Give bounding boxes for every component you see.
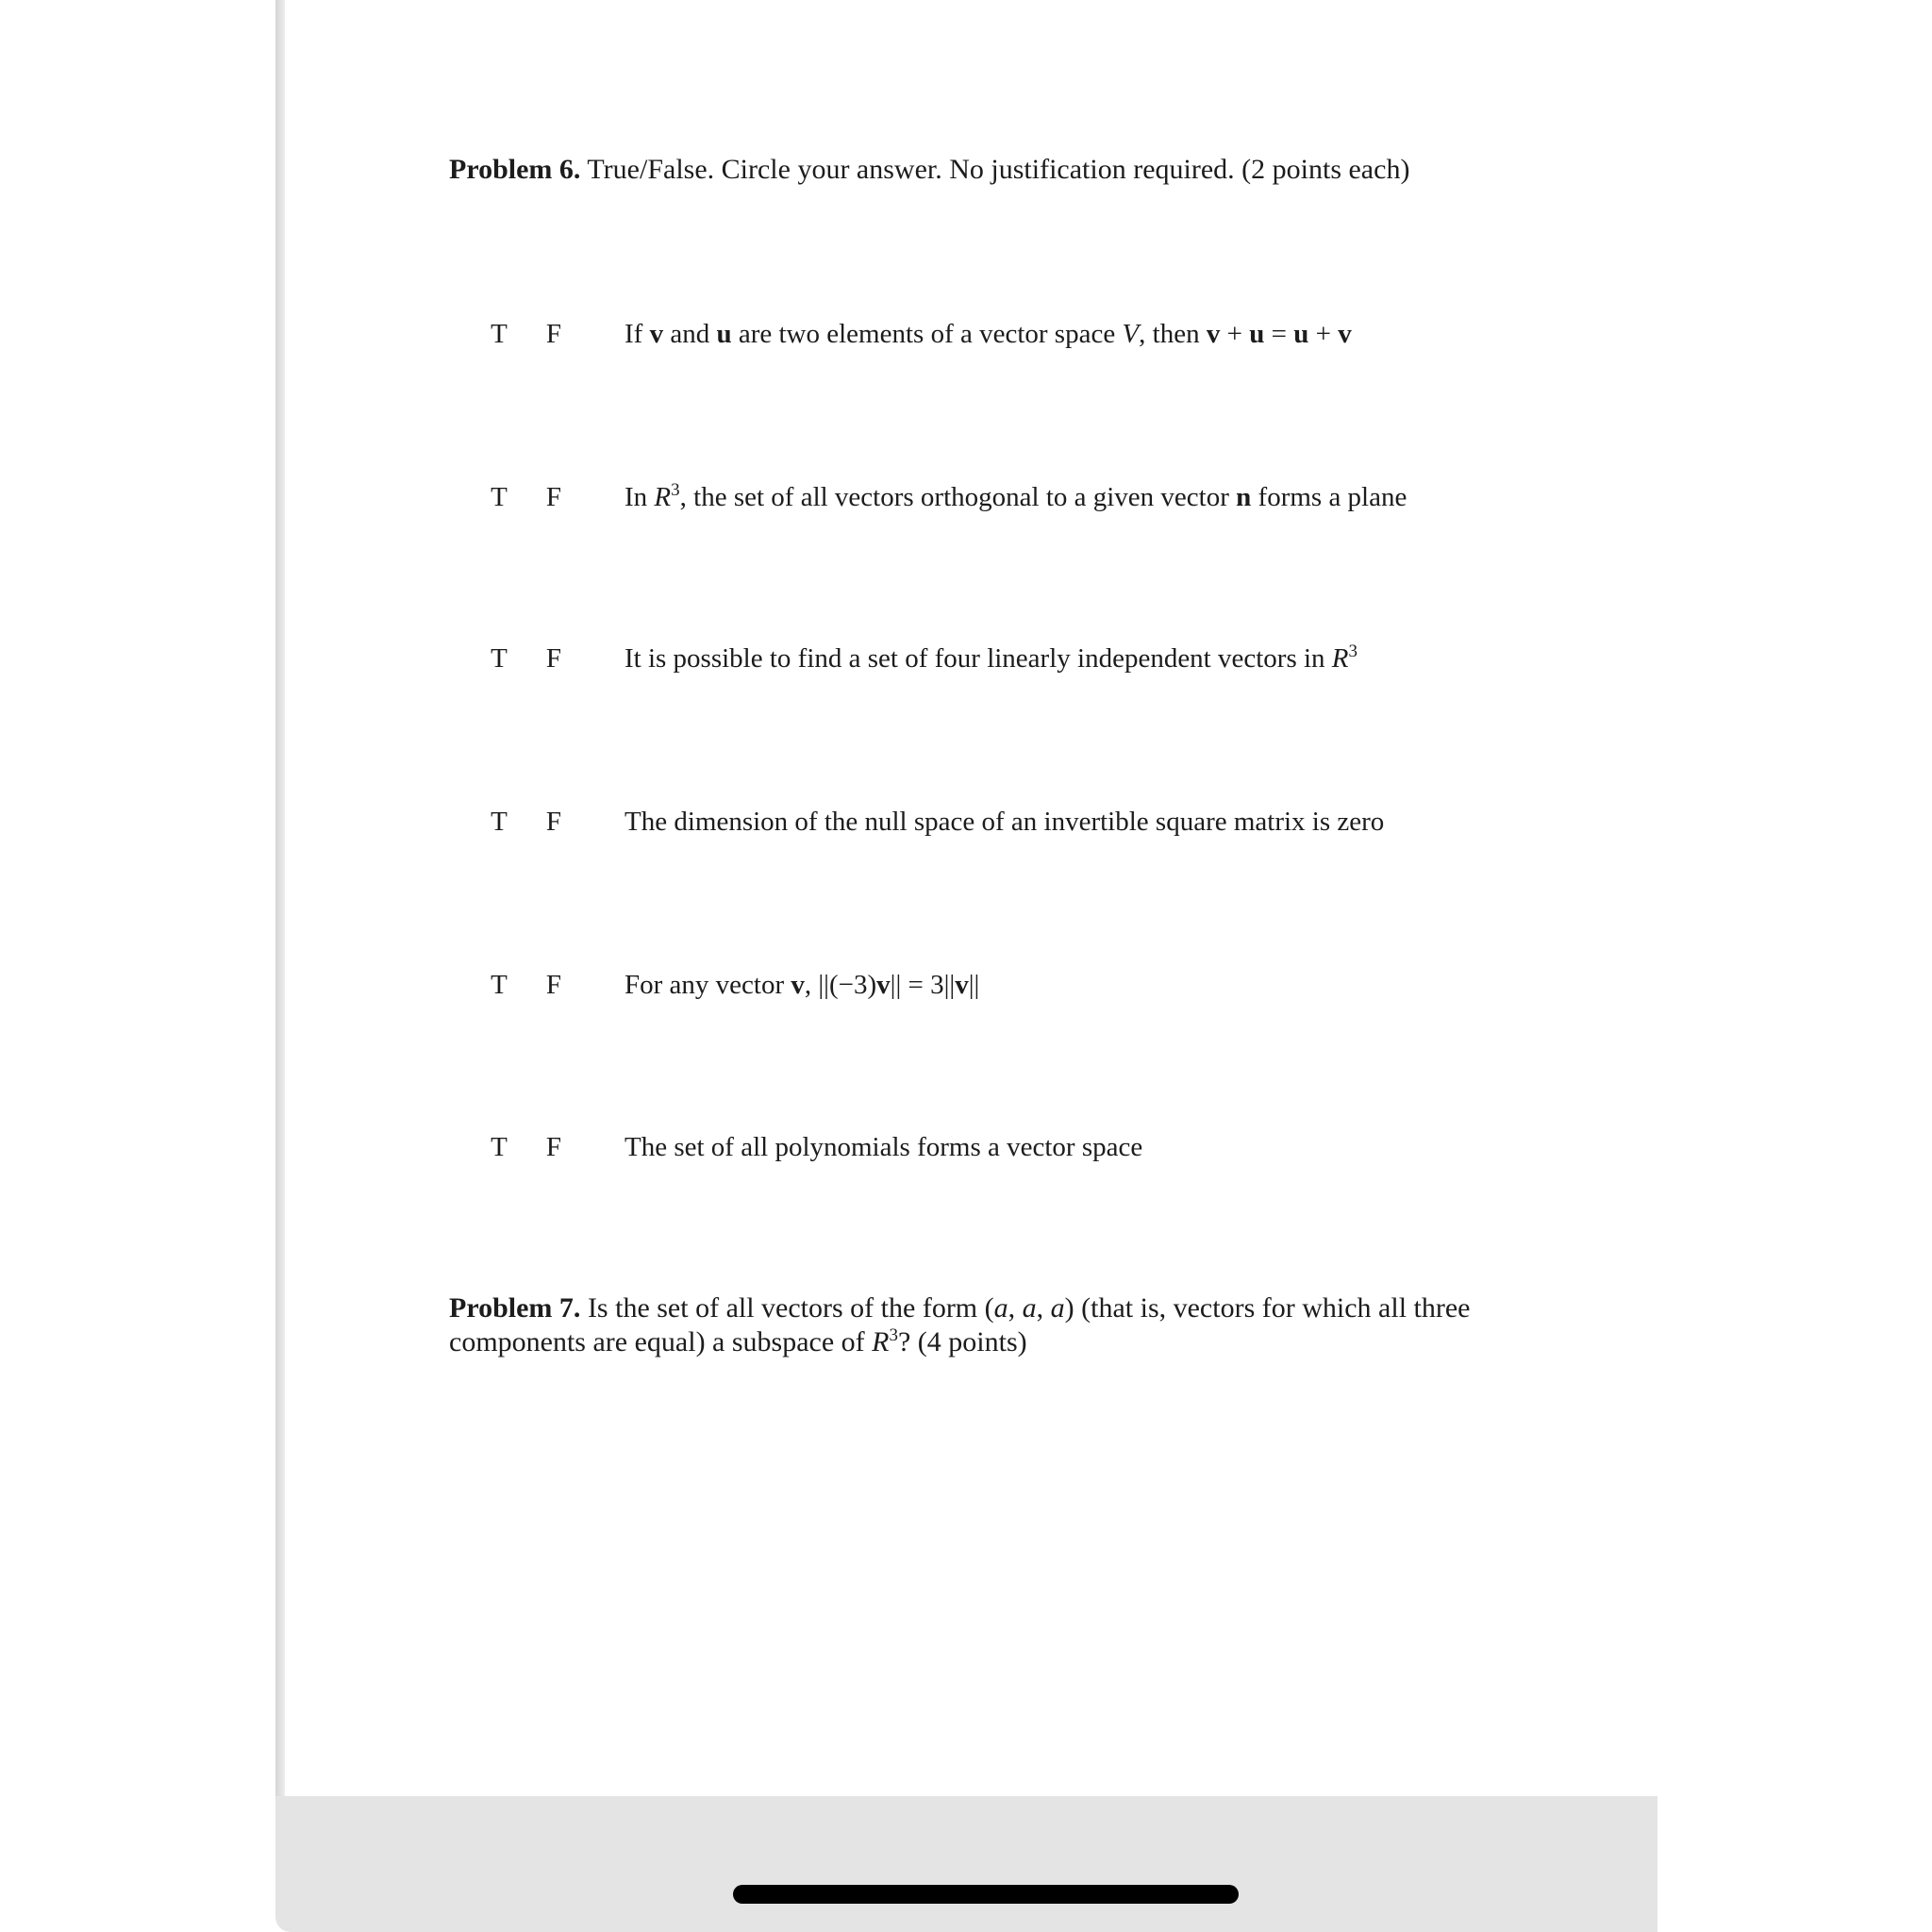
- home-indicator-bar: [733, 1885, 1239, 1904]
- problem-6-label: Problem 6.: [449, 154, 581, 185]
- false-option[interactable]: F: [545, 319, 562, 349]
- problem-7-label: Problem 7.: [449, 1292, 581, 1324]
- problem-6-heading: [449, 153, 1553, 187]
- true-option[interactable]: T: [491, 807, 508, 837]
- false-option[interactable]: F: [545, 482, 562, 512]
- document-page: [285, 0, 1657, 1796]
- tf-statement: For any vector v, ||(−3)v|| = 3||v||: [625, 970, 980, 1000]
- page-edge-shadow: [275, 0, 285, 1796]
- true-option[interactable]: T: [491, 1132, 508, 1162]
- false-option[interactable]: F: [545, 970, 562, 1000]
- problem-7-heading: [449, 1291, 1553, 1359]
- true-option[interactable]: T: [491, 319, 508, 349]
- tf-statement: If v and u are two elements of a vector space V, then v + u = u + v: [625, 319, 1352, 349]
- true-option[interactable]: T: [491, 643, 508, 674]
- false-option[interactable]: F: [545, 1132, 562, 1162]
- tf-statement: The set of all polynomials forms a vector space: [625, 1132, 1143, 1162]
- tf-statement: The dimension of the null space of an invertible square matrix is zero: [625, 807, 1385, 837]
- tf-statement: It is possible to find a set of four linearly independent vectors in $R^3$: [625, 641, 1358, 674]
- problem-6-instructions: True/False. Circle your answer. No justification required. (2 points each): [587, 154, 1410, 185]
- false-option[interactable]: F: [545, 807, 562, 837]
- false-option[interactable]: F: [545, 643, 562, 674]
- true-option[interactable]: T: [491, 970, 508, 1000]
- true-option[interactable]: T: [491, 482, 508, 512]
- tf-statement: In $R^3$, the set of all vectors orthogonal to a given vector n forms a plane: [625, 480, 1407, 512]
- problem-7-question: Is the set of all vectors of the form (a, a, a) (that is, vectors for which all three components are equal) a subspace of $R^3$? (4 points): [449, 1292, 1471, 1357]
